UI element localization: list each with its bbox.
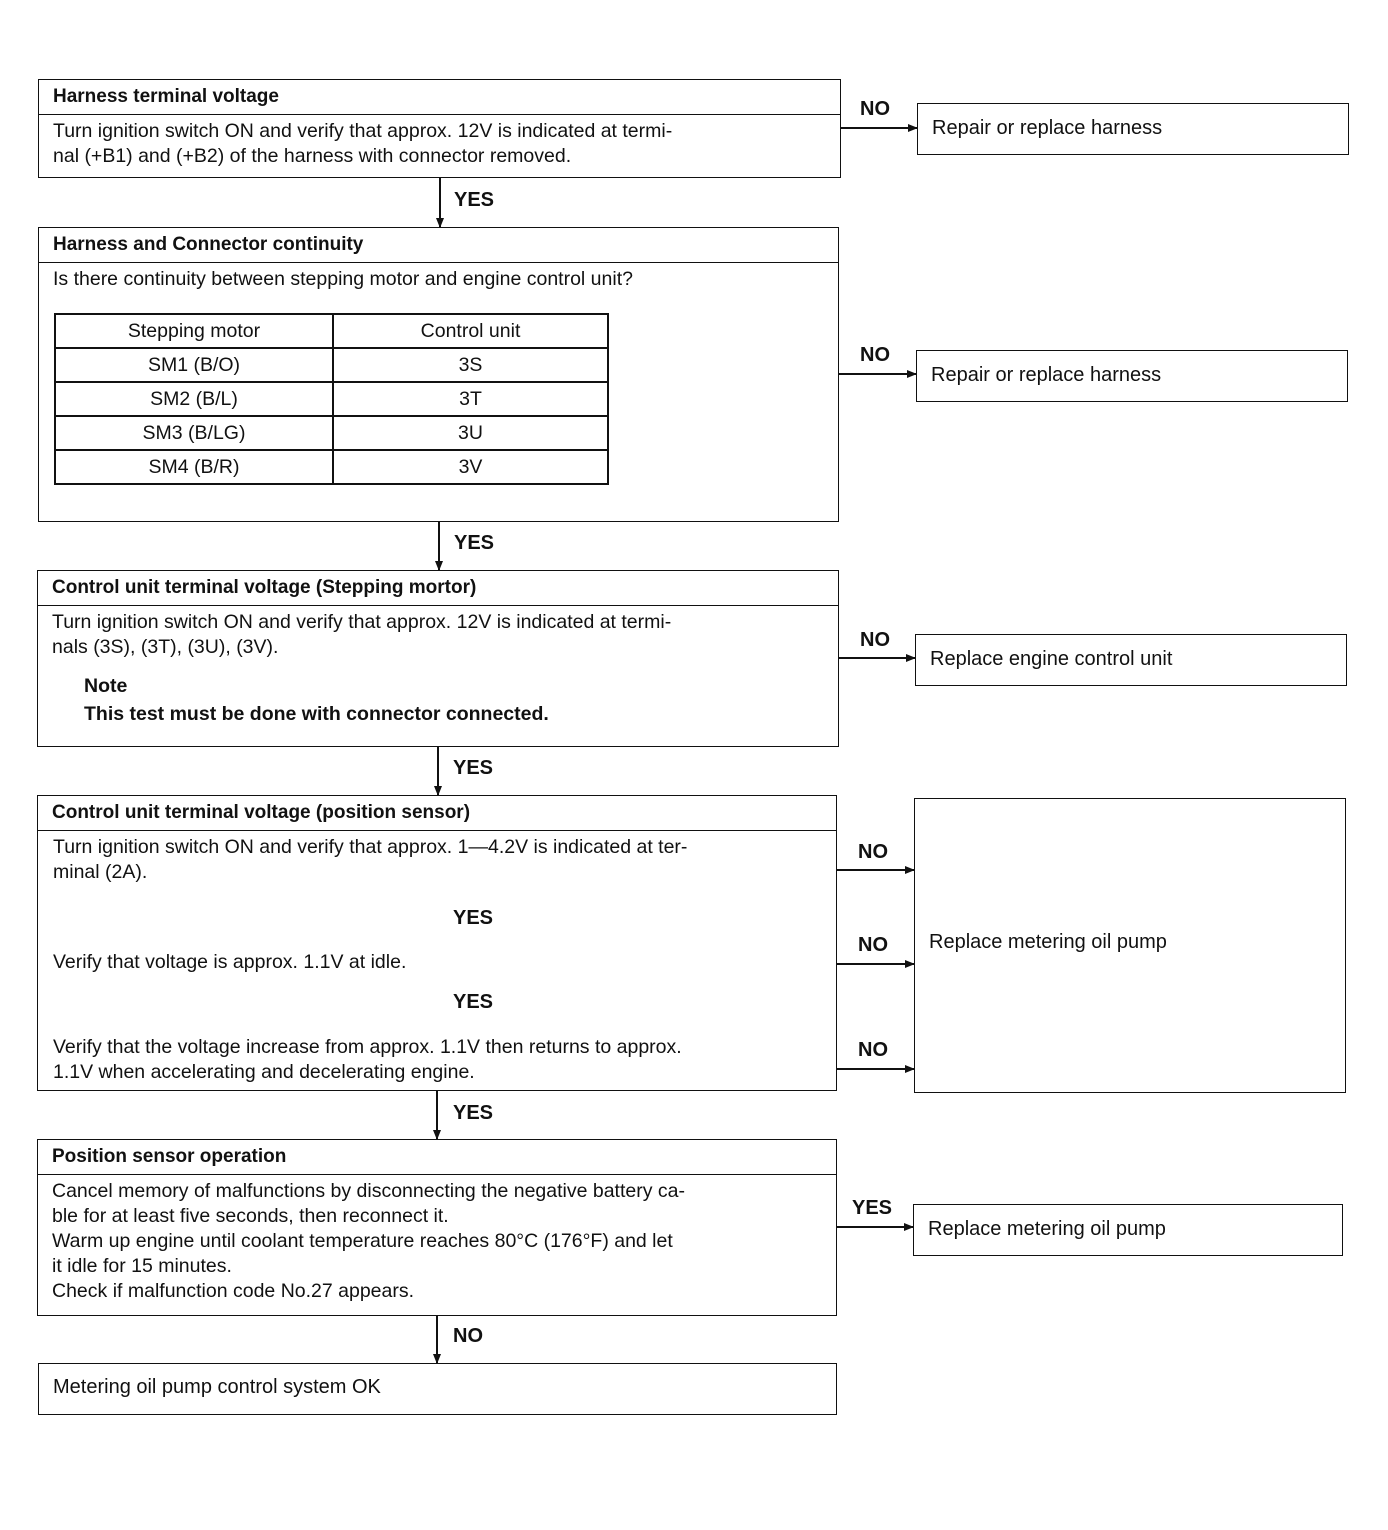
- result-1-box: Repair or replace harness: [917, 103, 1349, 155]
- no-label-3: NO: [860, 629, 890, 651]
- note-label: Note: [84, 675, 128, 697]
- table-row: [55, 416, 608, 450]
- step4-check1-line2: minal (2A).: [53, 861, 148, 883]
- step4-check1-line1: Turn ignition switch ON and verify that approx. 1—4.2V is indicated at ter-: [53, 836, 688, 858]
- result-4-text: Replace metering oil pump: [929, 931, 1167, 953]
- result-3-box: Replace engine control unit: [915, 634, 1347, 686]
- table-row: [55, 382, 608, 416]
- step5-line5: Check if malfunction code No.27 appears.: [52, 1280, 415, 1302]
- yes-label-5: YES: [453, 1102, 494, 1124]
- step1-line1: Turn ignition switch ON and verify that approx. 12V is indicated at termi-: [53, 120, 673, 142]
- note-text: This test must be done with connector connected.: [84, 703, 549, 725]
- no-label-4b: NO: [858, 934, 888, 956]
- step1-box: [38, 79, 841, 178]
- table-cell-unit: 3S: [333, 348, 608, 382]
- result-4-box: [914, 798, 1346, 1093]
- no-label-1: NO: [860, 98, 890, 120]
- step2-title: Harness and Connector continuity: [39, 228, 838, 263]
- step5-body: [38, 1175, 836, 1304]
- table-header-stepping-motor: Stepping motor: [55, 314, 333, 348]
- table-cell-unit: 3T: [333, 382, 608, 416]
- yes-label-4b: YES: [453, 991, 494, 1013]
- step4-check3-line2: 1.1V when accelerating and decelerating engine.: [53, 1061, 475, 1083]
- step3-line1: Turn ignition switch ON and verify that approx. 12V is indicated at termi-: [52, 611, 672, 633]
- step2-box: [38, 227, 839, 522]
- step5-line2: ble for at least five seconds, then reconnect it.: [52, 1205, 449, 1227]
- step5-line1: Cancel memory of malfunctions by disconnecting the negative battery ca-: [52, 1180, 685, 1202]
- step2-question: Is there continuity between stepping motor and engine control unit?: [53, 268, 633, 290]
- step4-title: Control unit terminal voltage (position sensor): [38, 796, 836, 831]
- yes-label-3: YES: [453, 757, 494, 779]
- step1-body: [39, 115, 840, 169]
- step5-box: [37, 1139, 837, 1316]
- yes-label-6: YES: [852, 1197, 893, 1219]
- table-cell-motor: SM1 (B/O): [55, 348, 333, 382]
- table-cell-unit: 3V: [333, 450, 608, 484]
- final-box: Metering oil pump control system OK: [38, 1363, 837, 1415]
- step3-line2: nals (3S), (3T), (3U), (3V).: [52, 636, 279, 658]
- yes-label-1: YES: [454, 189, 495, 211]
- continuity-table: [54, 313, 609, 485]
- table-cell-motor: SM4 (B/R): [55, 450, 333, 484]
- step4-check2: Verify that voltage is approx. 1.1V at idle.: [53, 951, 407, 973]
- table-row: [55, 348, 608, 382]
- yes-label-2: YES: [454, 532, 495, 554]
- step3-note: [52, 660, 824, 728]
- no-label-2: NO: [860, 344, 890, 366]
- step3-box: [37, 570, 839, 747]
- step3-title: Control unit terminal voltage (Stepping mortor): [38, 571, 838, 606]
- table-cell-motor: SM2 (B/L): [55, 382, 333, 416]
- yes-label-4a: YES: [453, 907, 494, 929]
- step1-title: Harness terminal voltage: [39, 80, 840, 115]
- step5-title: Position sensor operation: [38, 1140, 836, 1175]
- table-header-control-unit: Control unit: [333, 314, 608, 348]
- table-header-row: [55, 314, 608, 348]
- step4-check3-line1: Verify that the voltage increase from approx. 1.1V then returns to approx.: [53, 1036, 682, 1058]
- result-5-box: Replace metering oil pump: [913, 1204, 1343, 1256]
- step5-line3: Warm up engine until coolant temperature reaches 80°C (176°F) and let: [52, 1230, 673, 1252]
- table-row: [55, 450, 608, 484]
- no-label-4c: NO: [858, 1039, 888, 1061]
- no-label-5: NO: [453, 1325, 483, 1347]
- table-cell-motor: SM3 (B/LG): [55, 416, 333, 450]
- table-cell-unit: 3U: [333, 416, 608, 450]
- step3-body: [38, 606, 838, 728]
- step1-line2: nal (+B1) and (+B2) of the harness with connector removed.: [53, 145, 572, 167]
- no-label-4a: NO: [858, 841, 888, 863]
- step5-line4: it idle for 15 minutes.: [52, 1255, 232, 1277]
- result-2-box: Repair or replace harness: [916, 350, 1348, 402]
